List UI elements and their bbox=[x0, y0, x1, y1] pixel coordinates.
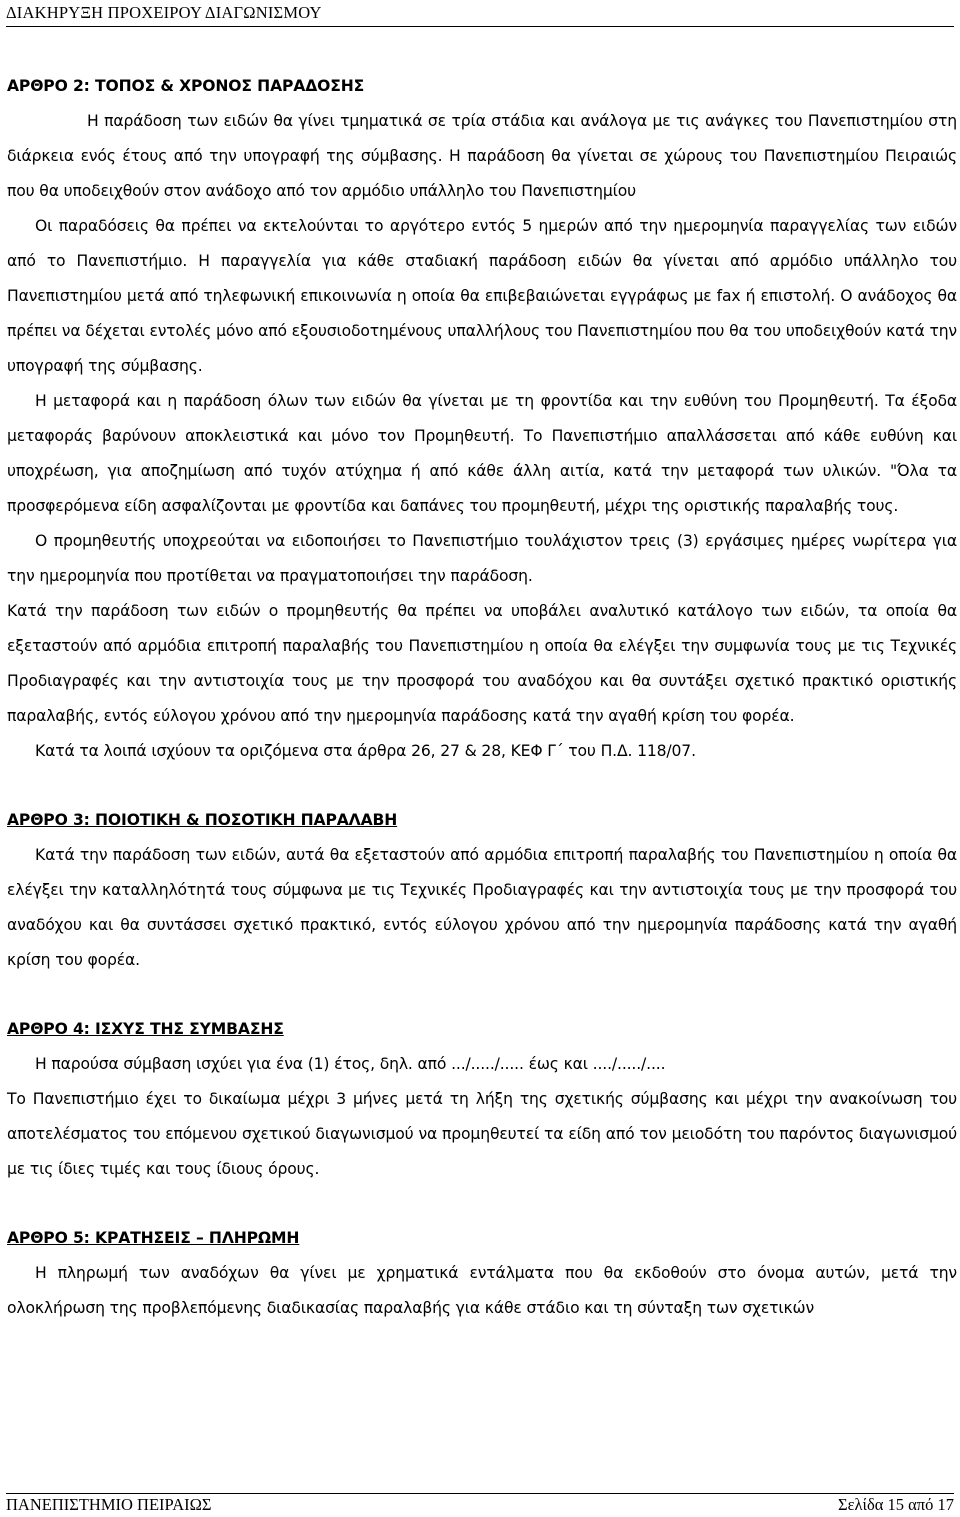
article-2-heading: ΑΡΘΡΟ 2: ΤΟΠΟΣ & ΧΡΟΝΟΣ ΠΑΡΑΔΟΣΗΣ bbox=[7, 77, 365, 95]
article-2-paragraph-6: Κατά τα λοιπά ισχύουν τα οριζόμενα στα άρθρα 26, 27 & 28, ΚΕΦ Γ΄ του Π.Δ. 118/07. bbox=[35, 742, 696, 760]
article-4-heading-text: ΑΡΘΡΟ 4: ΙΣΧΥΣ ΤΗΣ ΣΥΜΒΑΣΗΣ bbox=[7, 1020, 284, 1038]
article-3-paragraph-1: Κατά την παράδοση των ειδών, αυτά θα εξεταστούν από αρμόδια επιτροπή παραλαβής του Πανεπιστημίου η οποία θα ελέγξει την καταλληλότητά τους σύμφωνα με τις Τεχνικές Προδιαγραφές και την αντιστοιχία τους με την προσφορά του αναδόχου και θα συντάσσει σχετικό πρακτικό, εντός εύλογου χρόνου από την ημερομηνία παράδοσης κατά την αγαθή κρίση του φορέα. bbox=[7, 846, 957, 969]
article-2-paragraph-4: Ο προμηθευτής υποχρεούται να ειδοποιήσει το Πανεπιστήμιο τουλάχιστον τρεις (3) εργάσιμες ημέρες νωρίτερα για την ημερομηνία που προτίθεται να πραγματοποιήσει την παράδοση. bbox=[7, 532, 957, 585]
page-header bbox=[6, 2, 954, 27]
footer-institution: ΠΑΝΕΠΙΣΤΗΜΙΟ ΠΕΙΡΑΙΩΣ bbox=[6, 1495, 212, 1514]
article-5-heading bbox=[7, 1221, 957, 1256]
article-5-heading-text: ΑΡΘΡΟ 5: ΚΡΑΤΗΣΕΙΣ – ΠΛΗΡΩΜΗ bbox=[7, 1229, 300, 1247]
article-3-heading-text: ΑΡΘΡΟ 3: ΠΟΙΟΤΙΚΗ & ΠΟΣΟΤΙΚΗ ΠΑΡΑΛΑΒΗ bbox=[7, 811, 398, 829]
document-title: ΔΙΑΚΗΡΥΞΗ ΠΡΟΧΕΙΡΟΥ ΔΙΑΓΩΝΙΣΜΟΥ bbox=[6, 3, 322, 22]
article-2-paragraph-2: Οι παραδόσεις θα πρέπει να εκτελούνται το αργότερο εντός 5 ημερών από την ημερομηνία παραγγελίας των ειδών από το Πανεπιστήμιο. Η παραγγελία για κάθε σταδιακή παράδοση ειδών θα γίνεται από αρμόδιο υπάλληλο του Πανεπιστημίου μετά από τηλεφωνική επικοινωνία η οποία θα επιβεβαιώνεται εγγράφως με fax ή επιστολή. Ο ανάδοχος θα πρέπει να δέχεται εντολές μόνο από εξουσιοδοτημένους υπαλλήλους του Πανεπιστημίου που θα του υποδειχθούν κατά την υπογραφή της σύμβασης. bbox=[7, 217, 957, 375]
article-2-paragraph-3: Η μεταφορά και η παράδοση όλων των ειδών θα γίνεται με τη φροντίδα και την ευθύνη του Προμηθευτή. Τα έξοδα μεταφοράς βαρύνουν αποκλειστικά και μόνο τον Προμηθευτή. Το Πανεπιστήμιο απαλλάσσεται από κάθε ευθύνη και υποχρέωση, για αποζημίωση από τυχόν ατύχημα ή από κάθε άλλη αιτία, κατά την μεταφορά των υλικών. "Όλα τα προσφερόμενα είδη ασφαλίζονται με φροντίδα και δαπάνες του προμηθευτή, μέχρι της οριστικής παραλαβής τους. bbox=[7, 392, 957, 515]
article-4-paragraph-2: Το Πανεπιστήμιο έχει το δικαίωμα μέχρι 3 μήνες μετά τη λήξη της σχετικής σύμβασης και μέχρι την ανακοίνωση του αποτελέσματος του επόμενου σχετικού διαγωνισμού να προμηθευτεί τα είδη από τον μειοδότη του παρόντος διαγωνισμού με τις ίδιες τιμές και τους ίδιους όρους. bbox=[7, 1090, 957, 1178]
page-footer bbox=[6, 1493, 954, 1516]
article-4-paragraph-1: Η παρούσα σύμβαση ισχύει για ένα (1) έτος, δηλ. από .../...../..... έως και ..../...../.... bbox=[35, 1055, 666, 1073]
article-2-paragraph-1: Η παράδοση των ειδών θα γίνει τμηματικά σε τρία στάδια και ανάλογα με τις ανάγκες του Πανεπιστημίου στη διάρκεια ενός έτους από την υπογραφή της σύμβασης. Η παράδοση θα γίνεται σε χώρους του Πανεπιστημίου Πειραιώς που θα υποδειχθούν στον ανάδοχο από τον αρμόδιο υπάλληλο του Πανεπιστημίου bbox=[7, 112, 957, 200]
article-5-paragraph-1: Η πληρωμή των αναδόχων θα γίνει με χρηματικά εντάλματα που θα εκδοθούν στο όνομα αυτών, μετά την ολοκλήρωση της προβλεπόμενης διαδικασίας παραλαβής για κάθε στάδιο και τη σύνταξη των σχετικών bbox=[7, 1264, 957, 1317]
article-2-paragraph-5: Κατά την παράδοση των ειδών ο προμηθευτής θα πρέπει να υποβάλει αναλυτικό κατάλογο των ειδών, τα οποία θα εξεταστούν από αρμόδια επιτροπή παραλαβής του Πανεπιστημίου η οποία θα ελέγξει την συμφωνία τους με τις Τεχνικές Προδιαγραφές και την αντιστοιχία τους με την προσφορά του αναδόχου και θα συντάξει σχετικό πρακτικό οριστικής παραλαβής, εντός εύλογου χρόνου από την ημερομηνία παράδοσης κατά την αγαθή κρίση του φορέα. bbox=[7, 602, 957, 725]
footer-page-number: Σελίδα 15 από 17 bbox=[838, 1495, 954, 1514]
article-4-heading bbox=[7, 1012, 957, 1047]
document-body bbox=[7, 40, 957, 1326]
article-3-heading bbox=[7, 803, 957, 838]
